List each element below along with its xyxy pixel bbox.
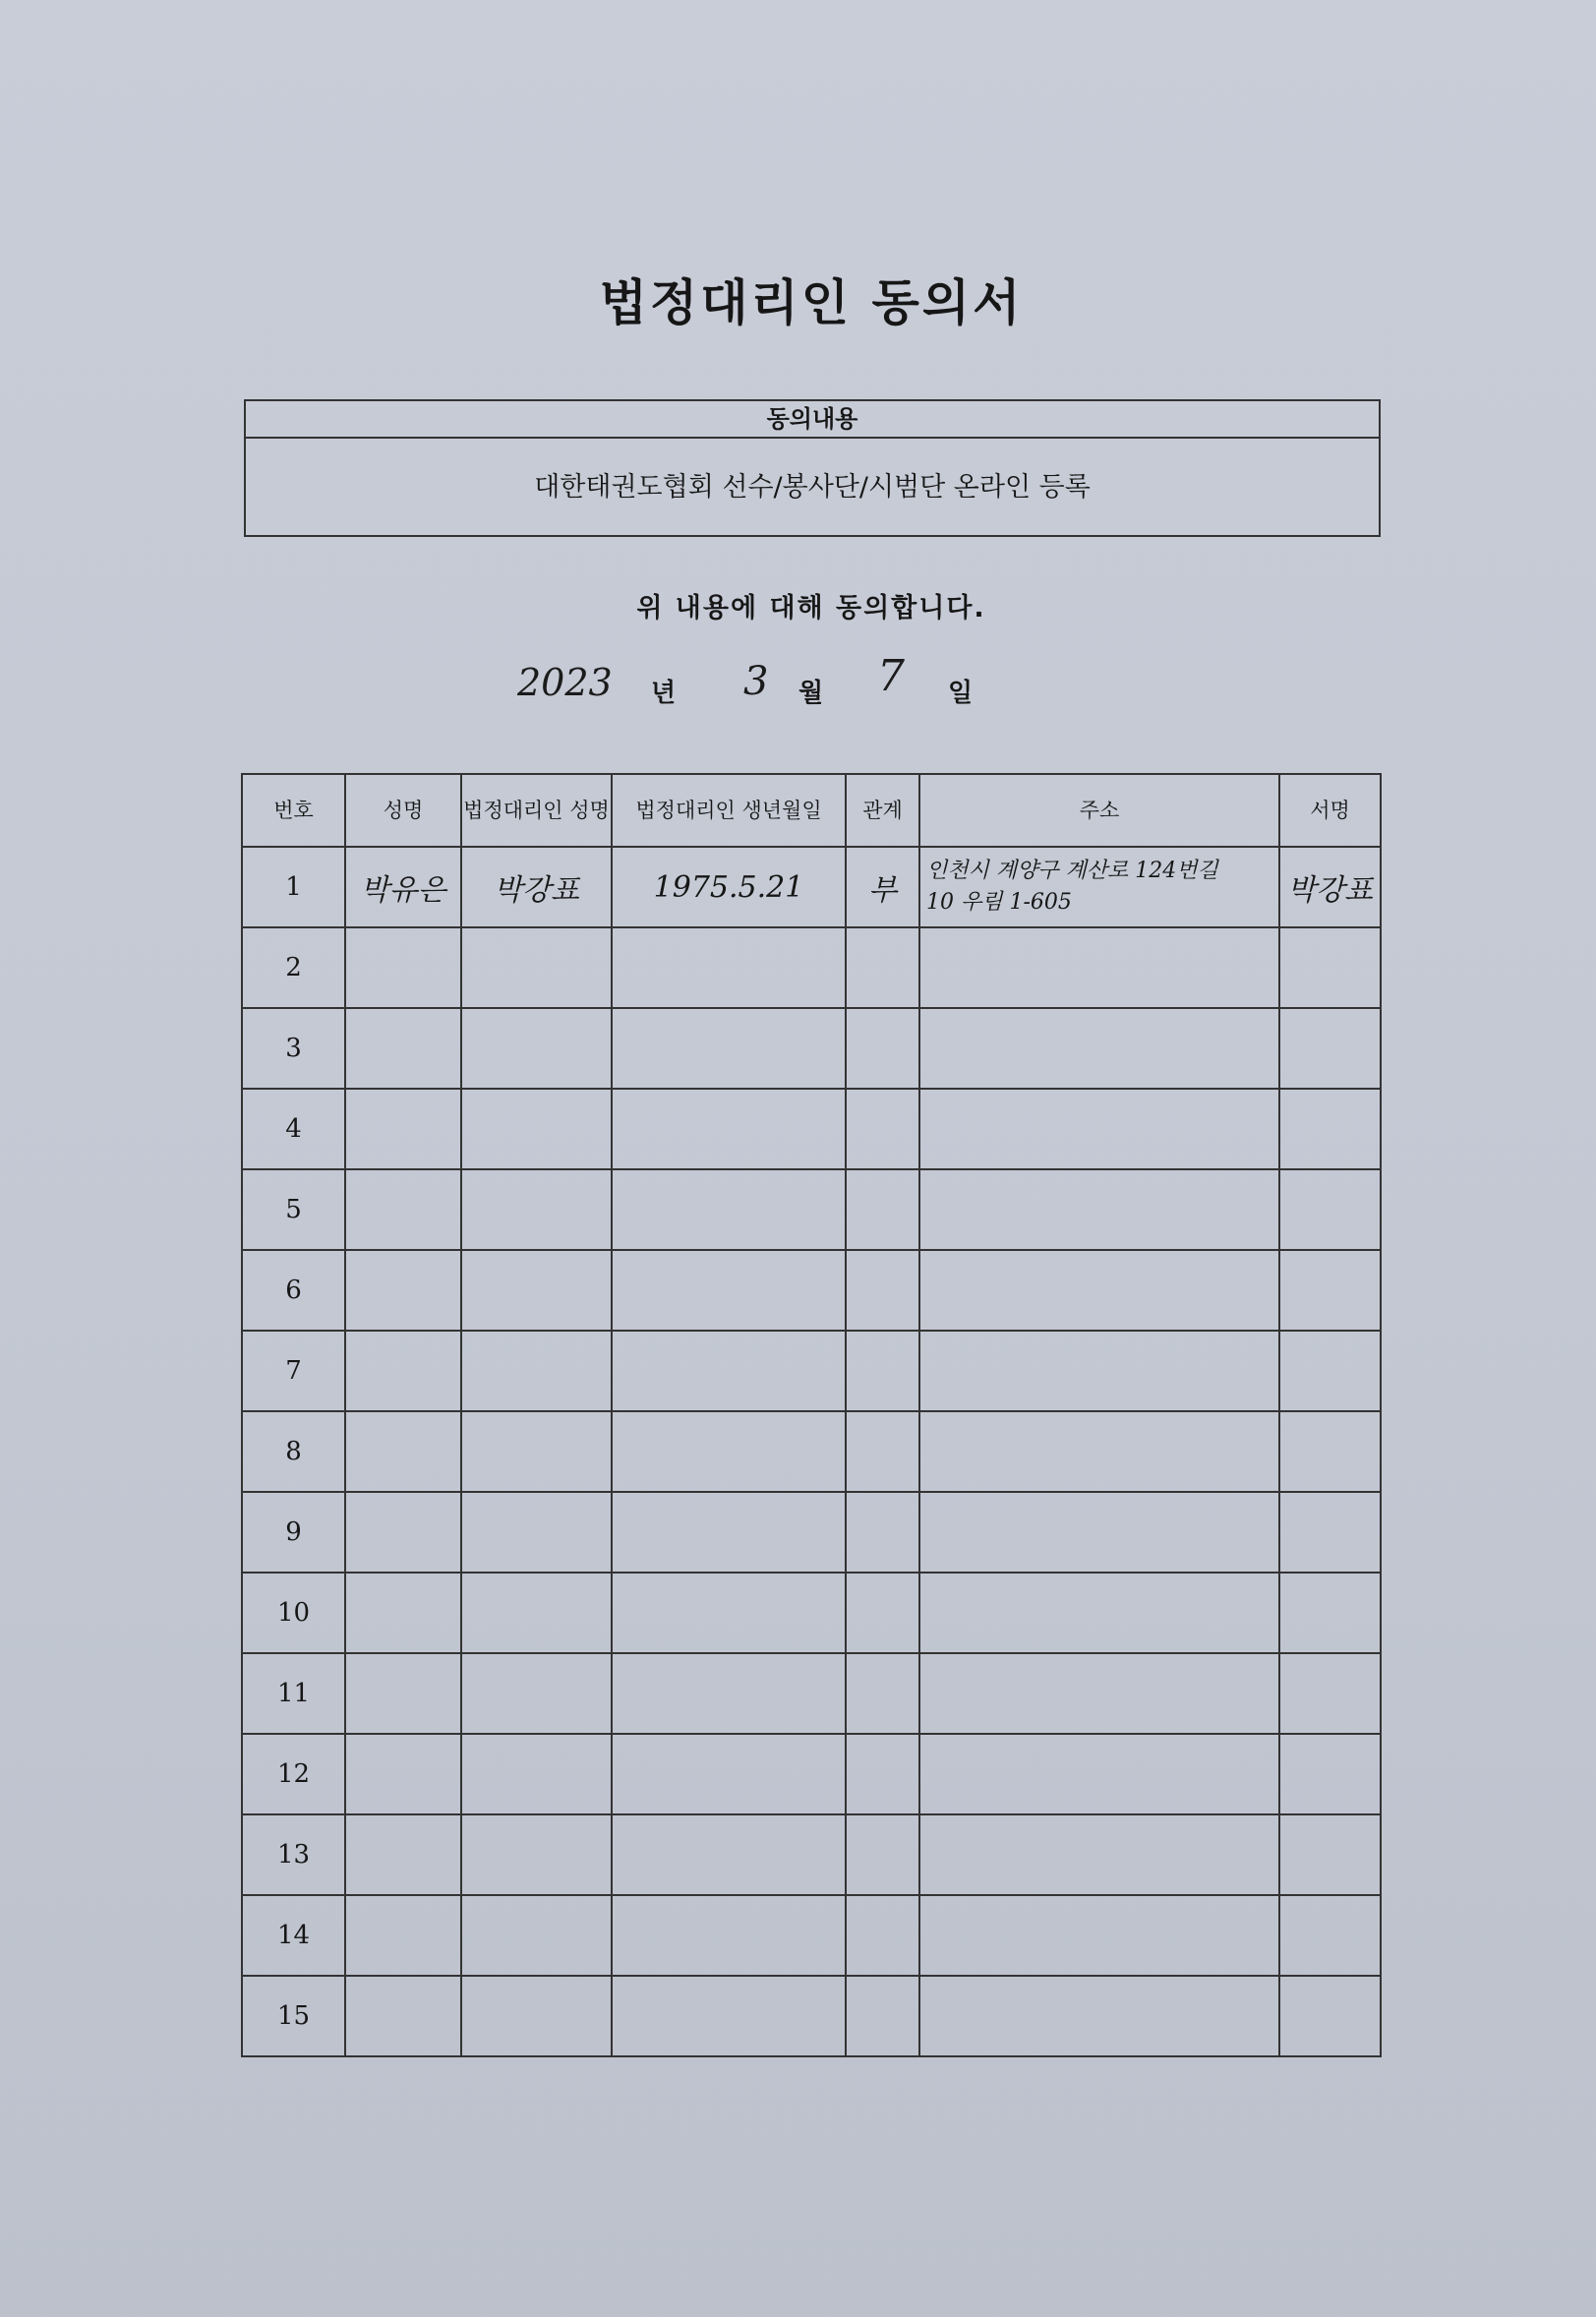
date-day: 7: [877, 651, 905, 701]
header-address: 주소: [919, 774, 1279, 847]
cell-guardian-birth: [612, 1653, 846, 1734]
cell-no: 14: [242, 1895, 345, 1976]
cell-signature: [1279, 1169, 1381, 1250]
table-row: [242, 1492, 1381, 1573]
date-year-label: 년: [651, 679, 677, 708]
table-row: [242, 847, 1381, 927]
registration-table: [241, 773, 1382, 2057]
consent-content: 대한태권도협회 선수/봉사단/시범단 온라인 등록: [534, 472, 1091, 503]
date-day-label: 일: [948, 679, 974, 708]
consent-header: 동의내용: [246, 401, 1379, 439]
cell-name: [345, 1895, 461, 1976]
cell-relation: [846, 1008, 919, 1089]
table-row: [242, 927, 1381, 1008]
table-row: [242, 1653, 1381, 1734]
header-no: 번호: [242, 774, 345, 847]
cell-signature: [1279, 1734, 1381, 1814]
cell-address: [919, 1734, 1279, 1814]
cell-guardian-name: [461, 1008, 612, 1089]
cell-address: [919, 1008, 1279, 1089]
cell-guardian-birth: [612, 1169, 846, 1250]
cell-address: [919, 1492, 1279, 1573]
cell-guardian-name: [461, 1411, 612, 1492]
cell-address: [919, 1976, 1279, 2056]
cell-no: 11: [242, 1653, 345, 1734]
cell-signature: 박강표: [1279, 847, 1381, 927]
cell-name: [345, 1250, 461, 1331]
cell-guardian-name: 박강표: [461, 847, 612, 927]
cell-relation: [846, 1734, 919, 1814]
consent-content-box: [244, 399, 1381, 537]
cell-signature: [1279, 1331, 1381, 1411]
cell-signature: [1279, 1089, 1381, 1169]
cell-name: 박유은: [345, 847, 461, 927]
cell-relation: [846, 1492, 919, 1573]
cell-relation: [846, 1895, 919, 1976]
cell-no: 2: [242, 927, 345, 1008]
cell-name: [345, 1008, 461, 1089]
table-row: [242, 1814, 1381, 1895]
cell-name: [345, 1976, 461, 2056]
cell-no: 4: [242, 1089, 345, 1169]
cell-relation: [846, 1653, 919, 1734]
table-row: [242, 1573, 1381, 1653]
table-row: [242, 1411, 1381, 1492]
cell-guardian-name: [461, 1169, 612, 1250]
cell-no: 3: [242, 1008, 345, 1089]
cell-guardian-birth: [612, 1411, 846, 1492]
date-line: [511, 651, 1101, 730]
cell-name: [345, 1331, 461, 1411]
cell-name: [345, 1089, 461, 1169]
cell-address: [919, 927, 1279, 1008]
agreement-statement: 위 내용에 대해 동의합니다.: [636, 593, 986, 624]
cell-relation: [846, 1089, 919, 1169]
cell-guardian-birth: [612, 927, 846, 1008]
cell-signature: [1279, 1573, 1381, 1653]
cell-signature: [1279, 1492, 1381, 1573]
cell-address: [919, 1814, 1279, 1895]
cell-guardian-name: [461, 1653, 612, 1734]
cell-guardian-name: [461, 1250, 612, 1331]
cell-guardian-name: [461, 1814, 612, 1895]
cell-guardian-name: [461, 1976, 612, 2056]
cell-guardian-name: [461, 1734, 612, 1814]
cell-address: [919, 1250, 1279, 1331]
cell-guardian-name: [461, 1492, 612, 1573]
header-guardian-name: 법정대리인 성명: [461, 774, 612, 847]
cell-relation: [846, 1169, 919, 1250]
cell-guardian-birth: [612, 1573, 846, 1653]
cell-relation: [846, 1976, 919, 2056]
cell-guardian-name: [461, 1331, 612, 1411]
table-row: [242, 1895, 1381, 1976]
table-row: [242, 1331, 1381, 1411]
cell-relation: [846, 927, 919, 1008]
cell-address: [919, 1169, 1279, 1250]
cell-signature: [1279, 1411, 1381, 1492]
cell-signature: [1279, 1008, 1381, 1089]
cell-no: 9: [242, 1492, 345, 1573]
header-guardian-birth: 법정대리인 생년월일: [612, 774, 846, 847]
cell-signature: [1279, 1895, 1381, 1976]
date-year: 2023: [517, 661, 613, 704]
cell-address: [919, 1573, 1279, 1653]
table-row: [242, 1089, 1381, 1169]
cell-guardian-birth: [612, 1976, 846, 2056]
cell-guardian-birth: [612, 1089, 846, 1169]
table-row: [242, 1169, 1381, 1250]
cell-relation: [846, 1250, 919, 1331]
page-title: 법정대리인 동의서: [599, 274, 1024, 331]
cell-no: 15: [242, 1976, 345, 2056]
cell-no: 12: [242, 1734, 345, 1814]
table-row: [242, 1250, 1381, 1331]
header-name: 성명: [345, 774, 461, 847]
cell-relation: [846, 1814, 919, 1895]
cell-name: [345, 1653, 461, 1734]
cell-address: [919, 1089, 1279, 1169]
cell-no: 13: [242, 1814, 345, 1895]
header-signature: 서명: [1279, 774, 1381, 847]
cell-address: [919, 1331, 1279, 1411]
address-line-1: 인천시 계양구 계산로 124번길: [926, 859, 1218, 883]
cell-signature: [1279, 1250, 1381, 1331]
cell-guardian-birth: [612, 1331, 846, 1411]
date-month-label: 월: [798, 679, 824, 708]
cell-name: [345, 1492, 461, 1573]
cell-guardian-birth: [612, 1734, 846, 1814]
cell-address: [919, 1653, 1279, 1734]
header-relation: 관계: [846, 774, 919, 847]
cell-name: [345, 1734, 461, 1814]
cell-guardian-name: [461, 1573, 612, 1653]
cell-relation: [846, 1331, 919, 1411]
cell-no: 7: [242, 1331, 345, 1411]
cell-no: 5: [242, 1169, 345, 1250]
cell-no: 10: [242, 1573, 345, 1653]
cell-guardian-birth: [612, 1008, 846, 1089]
cell-guardian-birth: [612, 1492, 846, 1573]
cell-address: [919, 847, 1279, 927]
cell-signature: [1279, 927, 1381, 1008]
cell-guardian-birth: [612, 1250, 846, 1331]
cell-signature: [1279, 1653, 1381, 1734]
date-month: 3: [743, 659, 769, 704]
cell-address: [919, 1411, 1279, 1492]
cell-guardian-birth: [612, 1895, 846, 1976]
cell-name: [345, 1814, 461, 1895]
cell-no: 1: [242, 847, 345, 927]
cell-signature: [1279, 1814, 1381, 1895]
cell-name: [345, 1573, 461, 1653]
cell-relation: [846, 1411, 919, 1492]
cell-name: [345, 1169, 461, 1250]
cell-address: [919, 1895, 1279, 1976]
table-row: [242, 1734, 1381, 1814]
cell-relation: 부: [846, 847, 919, 927]
cell-guardian-name: [461, 927, 612, 1008]
address-line-2: 10 우림 1-605: [926, 890, 1072, 915]
table-row: [242, 1976, 1381, 2056]
cell-no: 8: [242, 1411, 345, 1492]
cell-guardian-birth: [612, 1814, 846, 1895]
table-row: [242, 1008, 1381, 1089]
cell-guardian-name: [461, 1895, 612, 1976]
cell-relation: [846, 1573, 919, 1653]
table-header-row: [242, 774, 1381, 847]
cell-no: 6: [242, 1250, 345, 1331]
cell-name: [345, 1411, 461, 1492]
cell-signature: [1279, 1976, 1381, 2056]
cell-guardian-birth: 1975.5.21: [612, 847, 846, 927]
cell-guardian-name: [461, 1089, 612, 1169]
cell-name: [345, 927, 461, 1008]
